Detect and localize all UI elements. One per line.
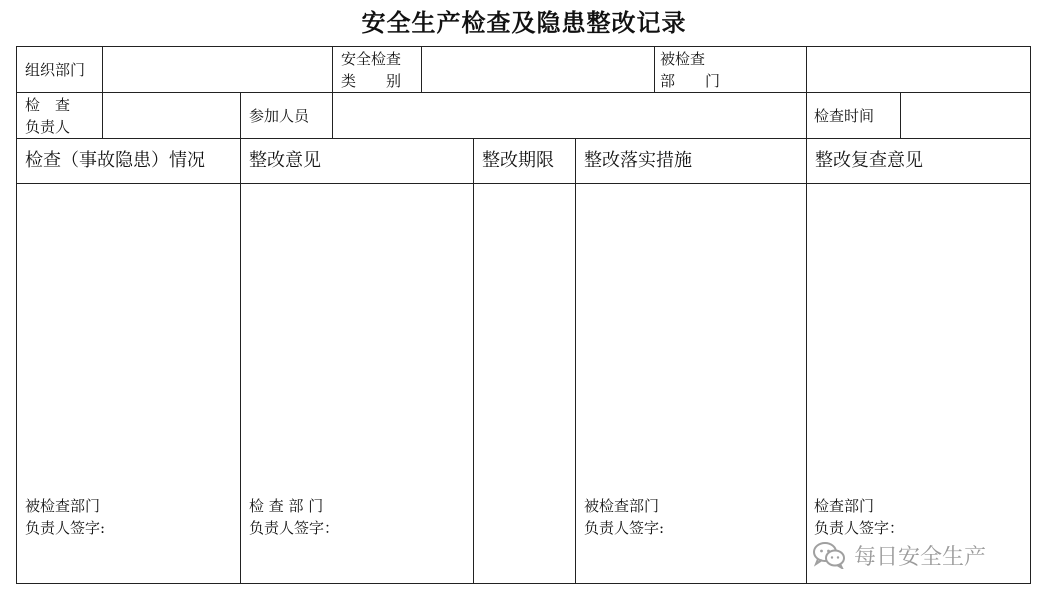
check-time-label: 检查时间: [814, 107, 875, 125]
column-header-measures: 整改落实措施: [584, 150, 692, 171]
signature-col4-line2: 负责人签字:: [584, 519, 665, 537]
column-header-situation: 检查（事故隐患）情况: [25, 150, 205, 171]
deadline-area[interactable]: [474, 184, 575, 583]
org-dept-field[interactable]: [103, 47, 332, 92]
table-border-right: [1030, 46, 1031, 584]
leader-label-line1: 检 查: [25, 96, 71, 114]
row1-divider: [332, 46, 333, 92]
signature-col5-line2: 负责人签字：: [814, 519, 905, 537]
signature-col1-line1: 被检查部门: [25, 497, 101, 515]
leader-label-line2: 负责人: [25, 118, 71, 136]
row1-divider: [654, 46, 655, 92]
signature-col2-line2: 负责人签字：: [249, 519, 340, 537]
participants-label: 参加人员: [249, 107, 310, 125]
signature-col4-line1: 被检查部门: [584, 497, 660, 515]
org-dept-label: 组织部门: [25, 61, 86, 79]
check-type-label-line2: 类 别: [341, 72, 402, 90]
page-title: 安全生产检查及隐患整改记录: [361, 8, 687, 37]
table-line-row2: [16, 138, 1031, 139]
signature-col5-line1: 检查部门: [814, 497, 875, 515]
column-header-opinion: 整改意见: [249, 150, 321, 171]
watermark: [812, 539, 986, 571]
inspected-dept-field[interactable]: [807, 47, 1030, 92]
column-header-review: 整改复查意见: [815, 150, 923, 171]
check-type-field[interactable]: [422, 47, 654, 92]
column-header-deadline: 整改期限: [482, 150, 554, 171]
inspected-dept-label-line2: 部 门: [660, 72, 721, 90]
watermark-text: 每日安全生产: [854, 544, 987, 570]
table-border-bottom: [16, 583, 1031, 584]
check-time-field[interactable]: [901, 93, 1030, 138]
participants-field[interactable]: [333, 93, 806, 138]
row2-divider: [806, 92, 807, 138]
signature-col2-line1: 检 查 部 门: [249, 497, 324, 515]
inspection-record-form: [16, 46, 1031, 584]
signature-col1-line2: 负责人签字:: [25, 519, 106, 537]
row2-divider: [240, 92, 241, 138]
leader-field[interactable]: [103, 93, 240, 138]
wechat-icon: [812, 541, 846, 569]
check-type-label-line1: 安全检查: [341, 50, 402, 68]
inspected-dept-label-line1: 被检查: [660, 50, 706, 68]
